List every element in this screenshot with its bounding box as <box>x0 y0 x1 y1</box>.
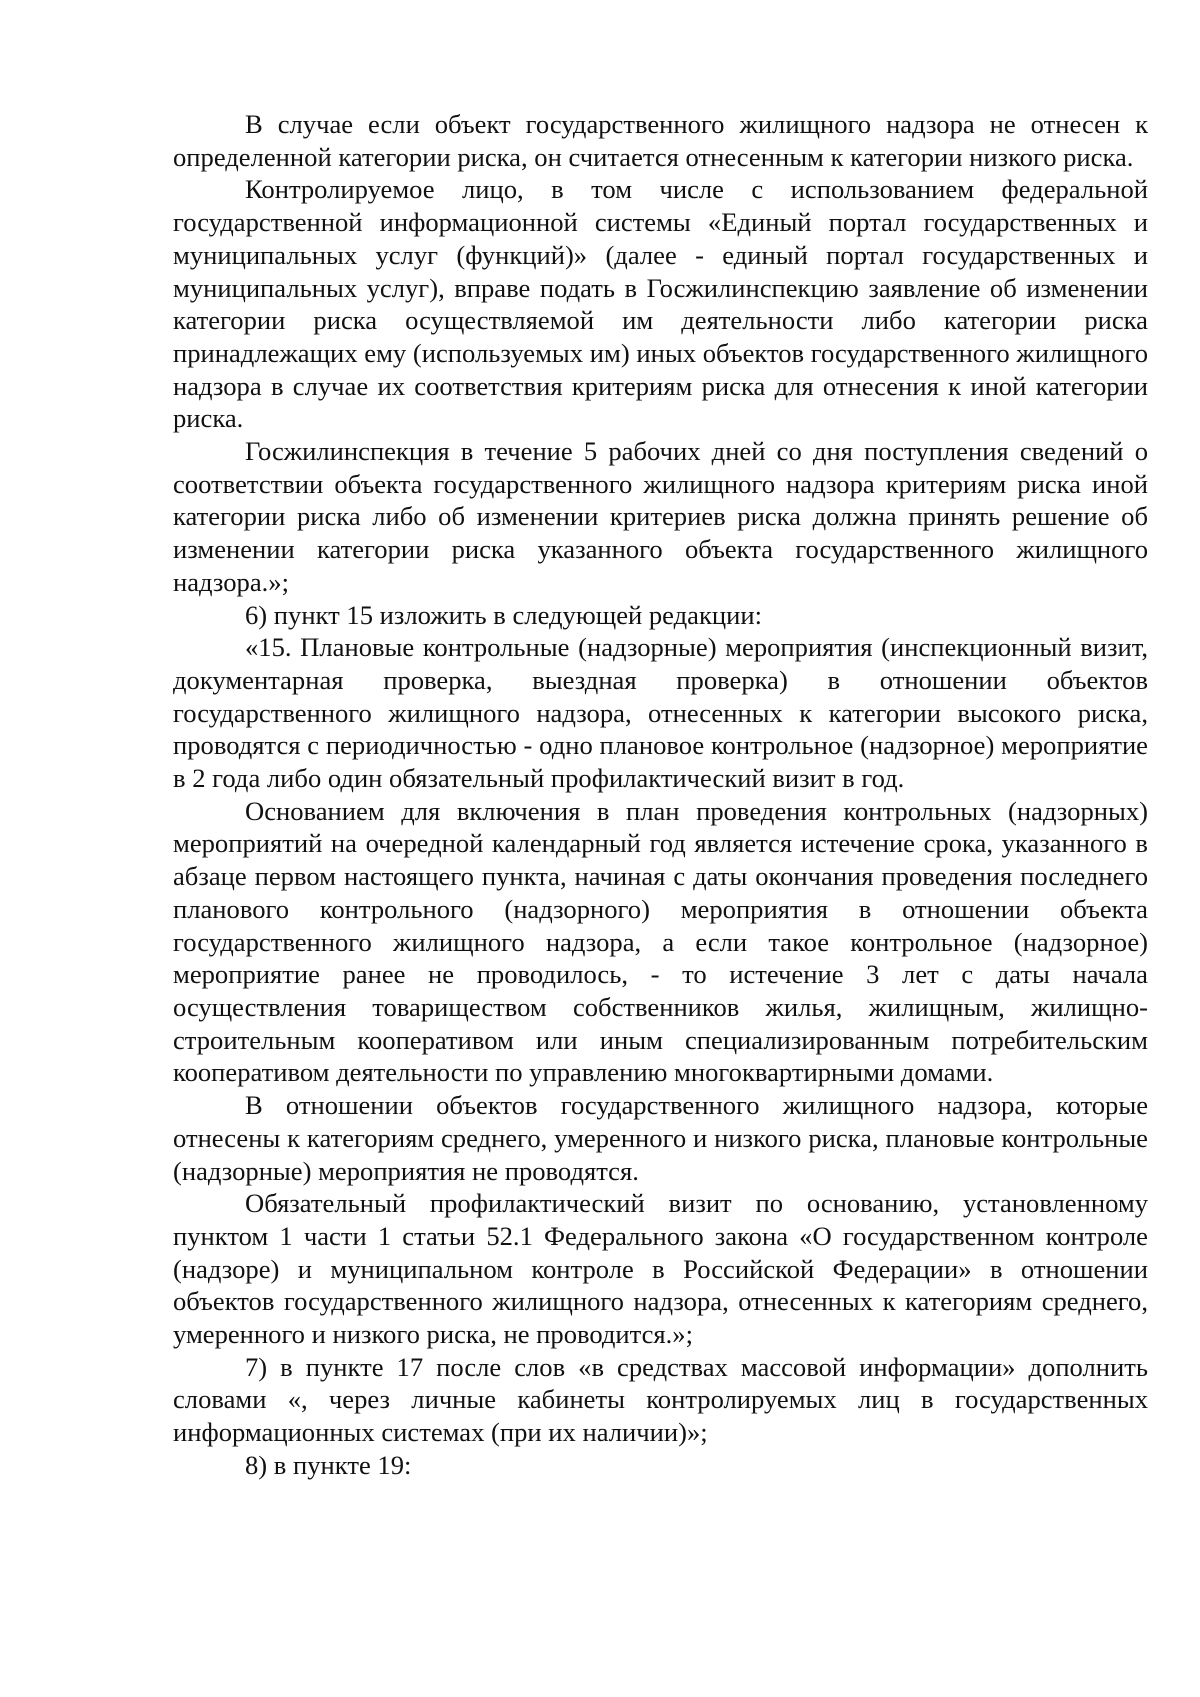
paragraph-item-6: 6) пункт 15 изложить в следующей редакции: <box>245 599 762 630</box>
paragraph-plan-basis: Основанием для включения в план проведения контрольных (надзорных) мероприятий на очередной календарный год является истечение срока, указанного в абзаце первом настоящего пункта, начиная с даты окончания проведения последнего планового контрольного (надзорного) мероприятия в отношении объекта государственного жилищного надзора, а если такое контрольное (надзорное) мероприятие ранее не проводилось, - то истечение 3 лет с даты начала осуществления товариществом собственников жилья, жилищным, жилищно-строительным кооперативом или иным специализированным потребительским кооперативом деятельности по управлению многоквартирными домами. <box>173 795 1148 1088</box>
paragraph-item-8: 8) в пункте 19: <box>245 1449 412 1480</box>
paragraph-mandatory-visit: Обязательный профилактический визит по основанию, установленному пунктом 1 части 1 статьи 52.1 Федерального закона «О государственном контроле (надзоре) и муниципальном контроле в Российской Федерации» в отношении объектов государственного жилищного надзора, отнесенных к категориям среднего, умеренного и низкого риска, не проводится.»; <box>173 1188 1148 1350</box>
paragraph-risk-default: В случае если объект государственного жилищного надзора не отнесен к определенной категории риска, он считается отнесенным к категории низкого риска. <box>173 109 1148 172</box>
paragraph-inspection-decision: Госжилинспекция в течение 5 рабочих дней со дня поступления сведений о соответствии объекта государственного жилищного надзора критериям риска иной категории риска либо об изменении критериев риска должна принять решение об изменении категории риска указанного объекта государственного жилищного надзора.»; <box>173 436 1148 597</box>
paragraph-item-7: 7) в пункте 17 после слов «в средствах массовой информации» дополнить словами «, через личные кабинеты контролируемых лиц в государственных информационных системах (при их наличии)»; <box>173 1351 1148 1448</box>
paragraph-no-planned-events: В отношении объектов государственного жилищного надзора, которые отнесены к категориям среднего, умеренного и низкого риска, плановые контрольные (надзорные) мероприятия не проводятся. <box>173 1090 1148 1186</box>
document-text <box>173 108 1148 1482</box>
paragraph-controlled-person: Контролируемое лицо, в том числе с использованием федеральной государственной информационной системы «Единый портал государственных и муниципальных услуг (функций)» (далее - единый портал государственных и муниципальных услуг), вправе подать в Госжилинспекцию заявление об изменении категории риска осуществляемой им деятельности либо категории риска принадлежащих ему (используемых им) иных объектов государственного жилищного надзора в случае их соответствия критериям риска для отнесения к иной категории риска. <box>173 174 1148 434</box>
paragraph-clause-15: «15. Плановые контрольные (надзорные) мероприятия (инспекционный визит, документарная проверка, выездная проверка) в отношении объектов государственного жилищного надзора, отнесенных к категории высокого риска, проводятся с периодичностью - одно плановое контрольное (надзорное) мероприятие в 2 года либо один обязательный профилактический визит в год. <box>173 632 1148 794</box>
